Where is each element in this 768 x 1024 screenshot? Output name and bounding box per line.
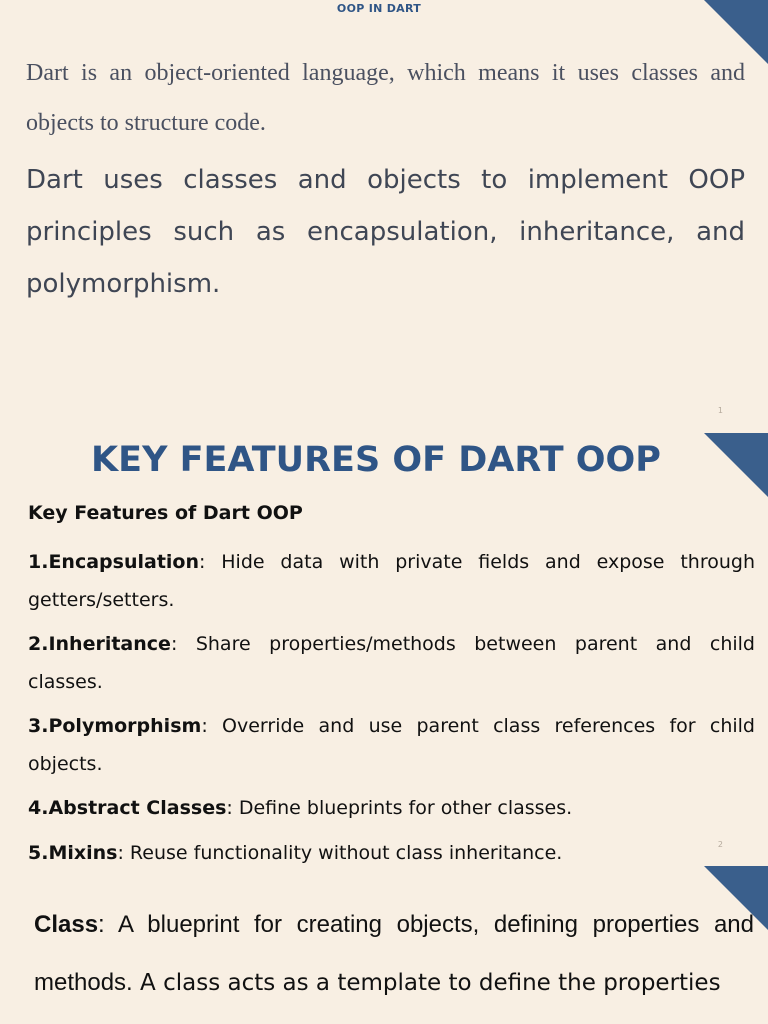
feature-description: : Override and use parent class references for child objects. <box>28 715 755 775</box>
feature-number: 1. <box>28 551 49 573</box>
feature-description: : Hide data with private fields and expose through getters/setters. <box>28 551 755 611</box>
page-number: 1 <box>717 406 723 415</box>
class-definition: : A blueprint for creating objects, defining properties and methods. <box>34 911 754 996</box>
class-definition-paragraph <box>34 896 754 1012</box>
intro-paragraph: Dart is an object-oriented language, which means it uses classes and objects to structure code. <box>26 60 745 136</box>
slide-subtitle: Key Features of Dart OOP <box>28 502 303 524</box>
oop-principles-paragraph: Dart uses classes and objects to implement OOP principles such as encapsulation, inheritance, and polymorphism. <box>26 165 745 299</box>
feature-list <box>28 544 755 866</box>
class-term: Class <box>34 911 99 938</box>
feature-term: Inheritance <box>48 633 171 655</box>
feature-number: 2. <box>28 633 49 655</box>
feature-number: 5. <box>28 841 49 864</box>
slide-2 <box>0 432 768 866</box>
feature-item <box>28 626 755 701</box>
feature-term: Polymorphism <box>48 715 202 737</box>
slide-3 <box>0 866 768 1024</box>
feature-description: : Define blueprints for other classes. <box>226 797 573 819</box>
feature-term: Abstract Classes <box>48 797 227 819</box>
feature-item <box>28 835 755 867</box>
feature-term: Encapsulation <box>48 551 199 573</box>
feature-term: Mixins <box>48 841 118 864</box>
slide-header: OOP IN DART <box>336 2 422 15</box>
feature-description: : Reuse functionality without class inheritance. <box>117 841 563 864</box>
feature-item <box>28 544 755 619</box>
feature-item <box>28 790 755 828</box>
class-continuation: A class acts as a template to define the properties <box>132 970 721 996</box>
page-number: 2 <box>717 840 723 849</box>
feature-item <box>28 708 755 783</box>
slide-1 <box>0 0 768 432</box>
slide-title: KEY FEATURES OF DART OOP <box>91 440 661 480</box>
feature-number: 3. <box>28 715 49 737</box>
feature-number: 4. <box>28 797 49 819</box>
feature-description: : Share properties/methods between parent and child classes. <box>28 633 755 693</box>
